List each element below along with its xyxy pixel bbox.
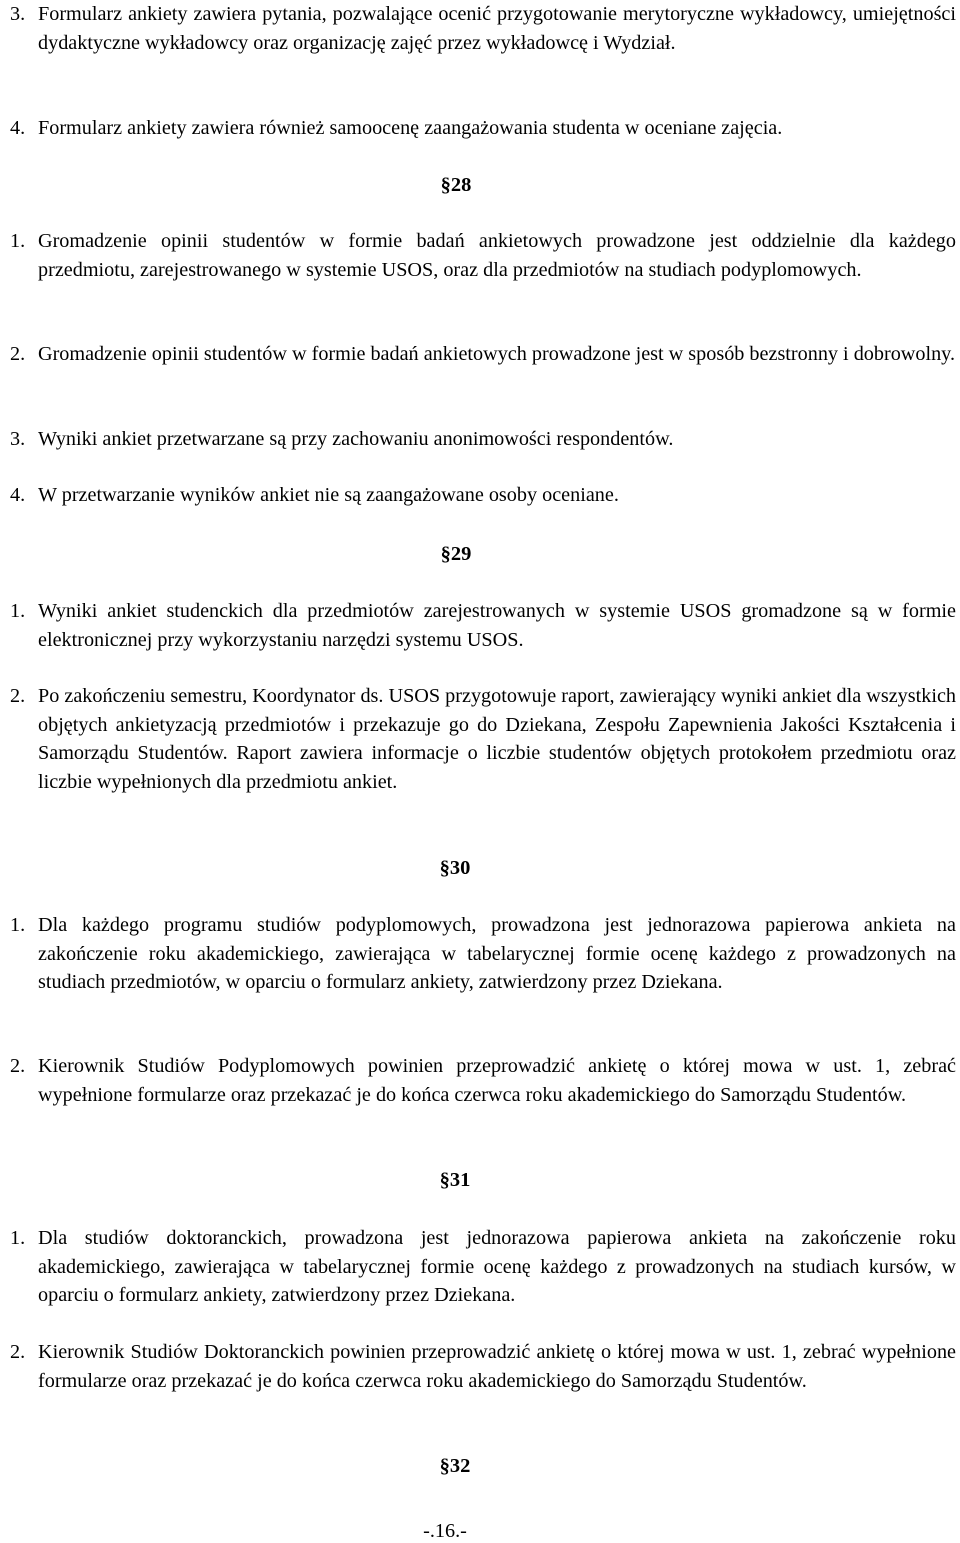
paragraph-text: Formularz ankiety zawiera również samoocenę zaangażowania studenta w oceniane zajęcia. [38, 117, 783, 139]
item-text: Wyniki ankiet studenckich dla przedmiotów zarejestrowanych w systemie USOS gromadzone są w formie elektronicznej przy wykorzystaniu narzędzi systemu USOS. [38, 600, 956, 651]
item-number: 1. [10, 600, 26, 622]
item-number: 2. [10, 343, 26, 365]
section-28-item-1 [10, 227, 956, 284]
item-text: Dla każdego programu studiów podyplomowych, prowadzona jest jednorazowa papierowa ankieta na zakończenie roku akademickiego, zawierająca w tabelarycznej formie ocenę każdego z prowadzonych na studiach przedmiotów, w oparciu o formularz ankiety, zatwierdzony przez Dziekana. [38, 914, 956, 993]
section-heading-32: §32 [439, 1455, 471, 1477]
item-text: Gromadzenie opinii studentów w formie badań ankietowych prowadzone jest oddzielnie dla każdego przedmiotu, zarejestrowanego w systemie USOS, oraz dla przedmiotów na studiach podyplomowych. [38, 230, 956, 281]
item-number: 2. [10, 685, 26, 707]
section-28-item-2 [10, 340, 956, 369]
paragraph-number: 4. [10, 117, 26, 139]
item-text: Kierownik Studiów Podyplomowych powinien przeprowadzić ankietę o której mowa w ust. 1, zebrać wypełnione formularze oraz przekazać je do końca czerwca roku akademickiego do Samorządu Studentów. [38, 1055, 956, 1106]
item-text: W przetwarzanie wyników ankiet nie są zaangażowane osoby oceniane. [38, 484, 619, 506]
item-number: 2. [10, 1341, 26, 1363]
item-number: 4. [10, 484, 26, 506]
section-30-item-1 [10, 911, 956, 997]
item-number: 1. [10, 1227, 26, 1249]
section-31-item-1 [10, 1224, 956, 1310]
section-heading-30: §30 [439, 857, 471, 879]
item-number: 3. [10, 428, 26, 450]
item-text: Kierownik Studiów Doktoranckich powinien przeprowadzić ankietę o której mowa w ust. 1, zebrać wypełnione formularze oraz przekazać je do końca czerwca roku akademickiego do Samorządu Studentów. [38, 1341, 956, 1392]
item-text: Gromadzenie opinii studentów w formie badań ankietowych prowadzone jest w sposób bezstronny i dobrowolny. [38, 343, 956, 365]
section-29-item-2 [10, 682, 956, 796]
item-text: Dla studiów doktoranckich, prowadzona jest jednorazowa papierowa ankieta na zakończenie roku akademickiego, zawierająca w tabelarycznej formie ocenę każdego z prowadzonych na studiach kursów, w oparciu o formularz ankiety, zatwierdzony przez Dziekana. [38, 1227, 956, 1306]
item-number: 1. [10, 230, 26, 252]
paragraph-3 [10, 0, 956, 57]
section-heading-28: §28 [440, 174, 472, 196]
section-31-item-2 [10, 1338, 956, 1395]
paragraph-4 [10, 114, 956, 143]
paragraph-text: Formularz ankiety zawiera pytania, pozwalające ocenić przygotowanie merytoryczne wykładowcy, umiejętności dydaktyczne wykładowcy oraz organizację zajęć przez wykładowcę i Wydział. [38, 3, 956, 54]
section-28-item-4 [10, 481, 956, 510]
item-text: Wyniki ankiet przetwarzane są przy zachowaniu anonimowości respondentów. [38, 428, 674, 450]
item-number: 2. [10, 1055, 26, 1077]
section-29-item-1 [10, 597, 956, 654]
section-heading-29: §29 [440, 543, 472, 565]
section-heading-31: §31 [439, 1169, 471, 1191]
item-number: 1. [10, 914, 26, 936]
section-28-item-3 [10, 425, 956, 454]
page-number: -.16.- [423, 1520, 467, 1542]
paragraph-number: 3. [10, 3, 26, 25]
section-30-item-2 [10, 1052, 956, 1109]
item-text: Po zakończeniu semestru, Koordynator ds. USOS przygotowuje raport, zawierający wyniki ankiet dla wszystkich objętych ankietyzacją przedmiotów i przekazuje go do Dziekana, Zespołu Zapewnienia Jakości Kształcenia i Samorządu Studentów. Raport zawiera informacje o liczbie studentów objętych protokołem przedmiotu oraz liczbie wypełnionych dla przedmiotu ankiet. [38, 685, 956, 793]
